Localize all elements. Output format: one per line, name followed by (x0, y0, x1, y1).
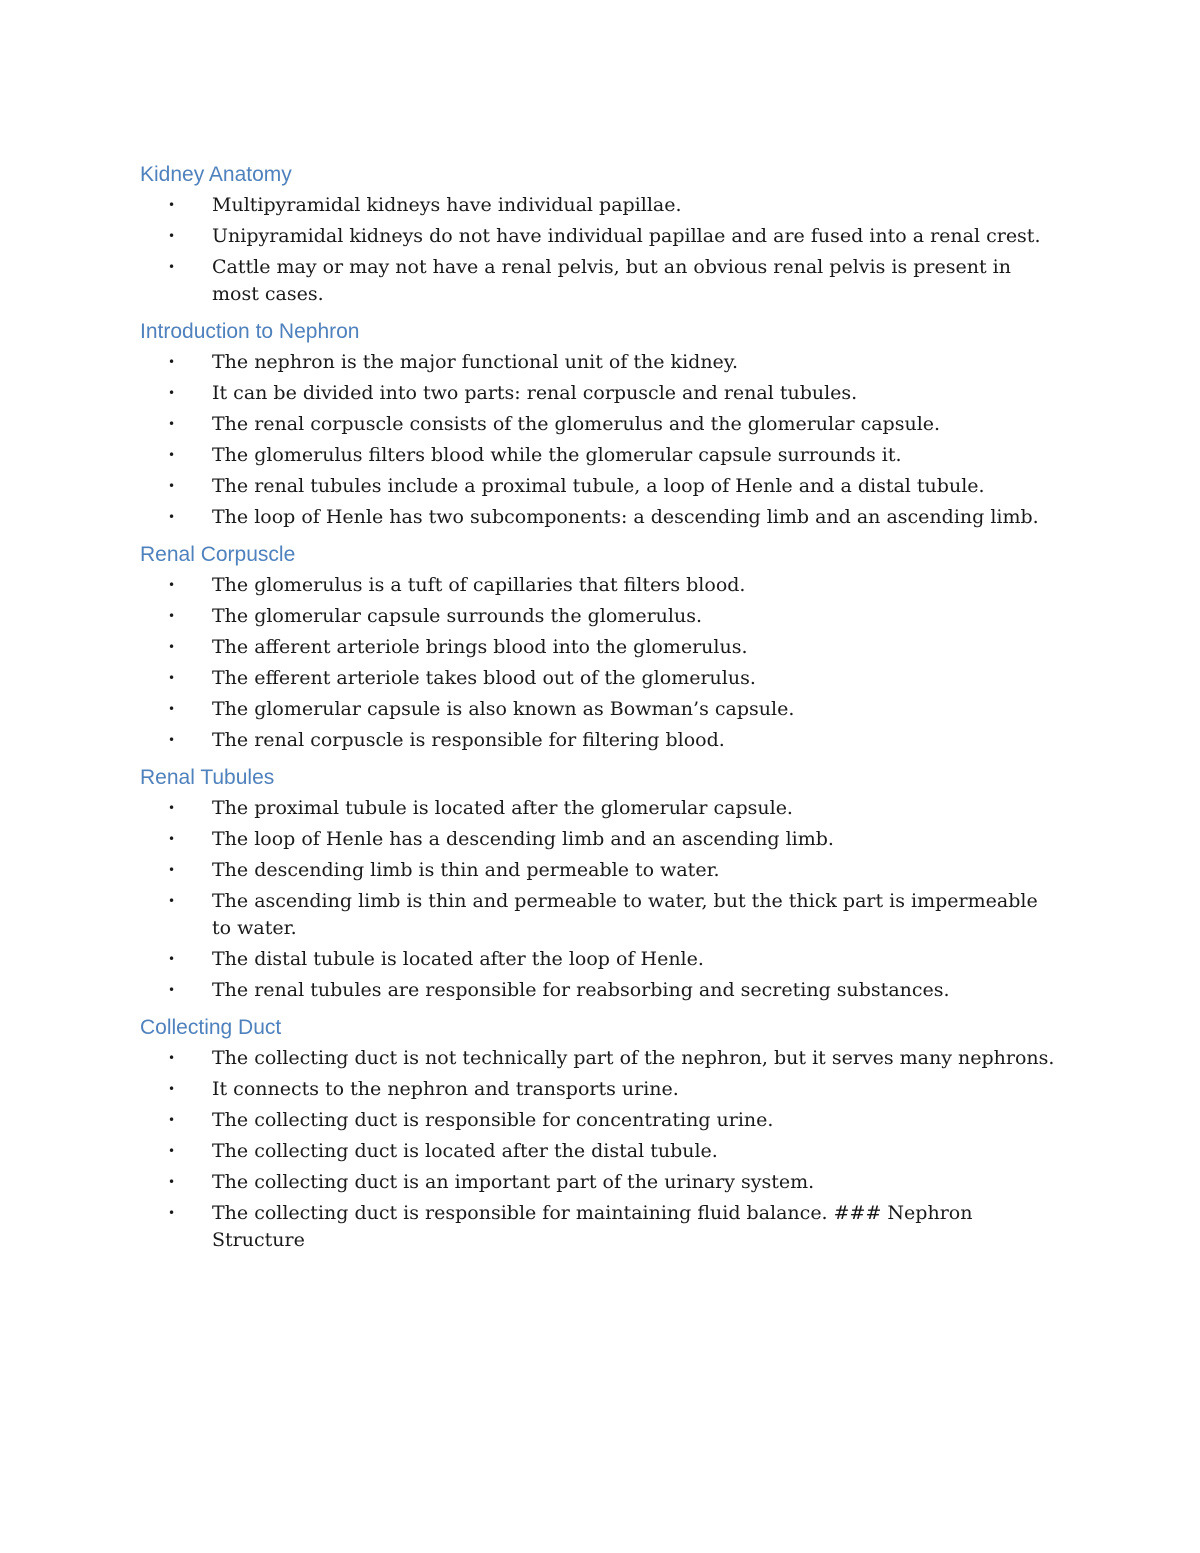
section-heading: Kidney Anatomy (140, 163, 292, 186)
bullet-list (140, 795, 1060, 1004)
list-item-text: The renal corpuscle consists of the glomerulus and the glomerular capsule. (212, 413, 941, 435)
bullet-icon: • (168, 609, 176, 623)
bullet-icon: • (168, 355, 176, 369)
list-item (140, 192, 1060, 219)
list-item (140, 696, 1060, 723)
bullet-icon: • (168, 229, 176, 243)
list-item (140, 1107, 1060, 1134)
bullet-list (140, 192, 1060, 308)
bullet-icon: • (168, 578, 176, 592)
list-item (140, 795, 1060, 822)
list-item-text: The collecting duct is not technically part of the nephron, but it serves many nephrons. (212, 1047, 1055, 1069)
list-item-text: Multipyramidal kidneys have individual papillae. (212, 194, 682, 216)
list-item (140, 473, 1060, 500)
list-item (140, 349, 1060, 376)
list-item (140, 665, 1060, 692)
bullet-icon: • (168, 510, 176, 524)
section-heading: Introduction to Nephron (140, 320, 360, 343)
list-item (140, 1200, 1060, 1254)
bullet-icon: • (168, 702, 176, 716)
list-item-text: The nephron is the major functional unit of the kidney. (212, 351, 739, 373)
bullet-list (140, 349, 1060, 531)
list-item-text: The renal tubules include a proximal tubule, a loop of Henle and a distal tubule. (212, 475, 985, 497)
bullet-icon: • (168, 671, 176, 685)
list-item (140, 1138, 1060, 1165)
list-item-text: The loop of Henle has a descending limb and an ascending limb. (212, 828, 834, 850)
section-renal-tubules (140, 763, 1060, 1004)
list-item (140, 946, 1060, 973)
section-kidney-anatomy (140, 160, 1060, 308)
section-collecting-duct (140, 1013, 1060, 1254)
document-body (140, 160, 1060, 1263)
bullet-list (140, 1045, 1060, 1254)
list-item-text: The collecting duct is responsible for concentrating urine. (212, 1109, 774, 1131)
list-item-text: The glomerulus filters blood while the glomerular capsule surrounds it. (212, 444, 902, 466)
list-item (140, 888, 1060, 942)
list-item (140, 380, 1060, 407)
bullet-icon: • (168, 952, 176, 966)
bullet-icon: • (168, 386, 176, 400)
list-item (140, 857, 1060, 884)
list-item-text: The renal corpuscle is responsible for filtering blood. (212, 729, 725, 751)
section-introduction-to-nephron (140, 317, 1060, 531)
list-item-text: The glomerulus is a tuft of capillaries that filters blood. (212, 574, 746, 596)
list-item-text: Unipyramidal kidneys do not have individual papillae and are fused into a renal crest. (212, 225, 1041, 247)
bullet-icon: • (168, 1175, 176, 1189)
bullet-icon: • (168, 1051, 176, 1065)
list-item-text: The collecting duct is an important part of the urinary system. (212, 1171, 815, 1193)
list-item (140, 1076, 1060, 1103)
bullet-icon: • (168, 417, 176, 431)
section-heading: Collecting Duct (140, 1016, 282, 1039)
bullet-icon: • (168, 260, 176, 274)
list-item-text: The glomerular capsule is also known as Bowman’s capsule. (212, 698, 795, 720)
list-item-text: The collecting duct is responsible for maintaining fluid balance. ### Nephron Structure (212, 1202, 973, 1251)
list-item-text: The distal tubule is located after the loop of Henle. (212, 948, 704, 970)
list-item-text: The loop of Henle has two subcomponents: a descending limb and an ascending limb. (212, 506, 1039, 528)
list-item (140, 826, 1060, 853)
list-item (140, 1045, 1060, 1072)
list-item (140, 254, 1060, 308)
bullet-icon: • (168, 801, 176, 815)
list-item-text: The glomerular capsule surrounds the glomerulus. (212, 605, 702, 627)
bullet-icon: • (168, 832, 176, 846)
list-item-text: The collecting duct is located after the distal tubule. (212, 1140, 718, 1162)
bullet-icon: • (168, 894, 176, 908)
list-item (140, 411, 1060, 438)
list-item (140, 603, 1060, 630)
bullet-icon: • (168, 1144, 176, 1158)
list-item-text: It connects to the nephron and transports urine. (212, 1078, 679, 1100)
bullet-icon: • (168, 1206, 176, 1220)
list-item (140, 977, 1060, 1004)
bullet-icon: • (168, 479, 176, 493)
list-item-text: The proximal tubule is located after the glomerular capsule. (212, 797, 793, 819)
list-item (140, 223, 1060, 250)
list-item (140, 1169, 1060, 1196)
bullet-icon: • (168, 1113, 176, 1127)
list-item-text: The renal tubules are responsible for reabsorbing and secreting substances. (212, 979, 950, 1001)
section-renal-corpuscle (140, 540, 1060, 754)
bullet-icon: • (168, 198, 176, 212)
list-item-text: It can be divided into two parts: renal corpuscle and renal tubules. (212, 382, 858, 404)
section-heading: Renal Tubules (140, 766, 275, 789)
bullet-icon: • (168, 733, 176, 747)
list-item-text: The ascending limb is thin and permeable to water, but the thick part is impermeable to water. (212, 890, 1038, 939)
bullet-icon: • (168, 448, 176, 462)
bullet-list (140, 572, 1060, 754)
bullet-icon: • (168, 1082, 176, 1096)
list-item (140, 504, 1060, 531)
list-item-text: The efferent arteriole takes blood out of the glomerulus. (212, 667, 756, 689)
list-item (140, 442, 1060, 469)
bullet-icon: • (168, 640, 176, 654)
list-item (140, 634, 1060, 661)
list-item-text: The descending limb is thin and permeable to water. (212, 859, 720, 881)
bullet-icon: • (168, 863, 176, 877)
list-item (140, 572, 1060, 599)
section-heading: Renal Corpuscle (140, 543, 296, 566)
list-item-text: The afferent arteriole brings blood into the glomerulus. (212, 636, 748, 658)
bullet-icon: • (168, 983, 176, 997)
list-item-text: Cattle may or may not have a renal pelvis, but an obvious renal pelvis is present in most cases. (212, 256, 1011, 305)
list-item (140, 727, 1060, 754)
